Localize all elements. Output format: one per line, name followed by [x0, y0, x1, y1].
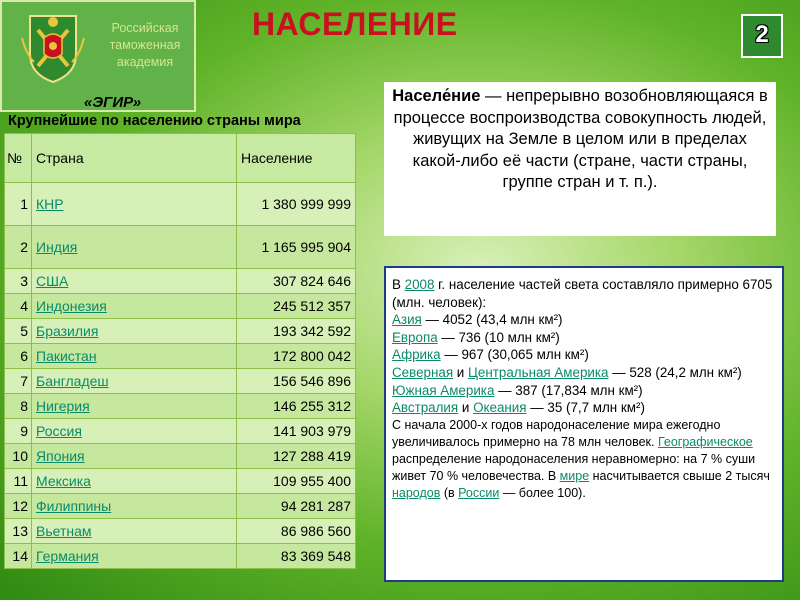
table-header-row: [5, 134, 356, 183]
row-number: 11: [5, 469, 32, 494]
world-link[interactable]: мире: [559, 468, 590, 483]
country-link[interactable]: Бразилия: [36, 323, 99, 339]
row-population: 172 800 042: [237, 344, 356, 369]
info-intro-text: В: [392, 277, 405, 292]
row-country-cell: [32, 269, 237, 294]
table-row: [5, 394, 356, 419]
country-link[interactable]: США: [36, 273, 69, 289]
row-country-cell: [32, 494, 237, 519]
row-country-cell: [32, 394, 237, 419]
row-population: 141 903 979: [237, 419, 356, 444]
row-number: 3: [5, 269, 32, 294]
row-population: 94 281 287: [237, 494, 356, 519]
row-number: 10: [5, 444, 32, 469]
row-number: 4: [5, 294, 32, 319]
row-country-cell: [32, 544, 237, 569]
continents-info-box: [384, 266, 784, 582]
row-number: 8: [5, 394, 32, 419]
row-number: 9: [5, 419, 32, 444]
row-country-cell: [32, 183, 237, 226]
asia-value: — 4052 (43,4 млн км²): [421, 312, 563, 328]
europe-link[interactable]: Европа: [392, 329, 438, 345]
country-link[interactable]: Пакистан: [36, 348, 97, 364]
table-row: [5, 419, 356, 444]
info-paragraph-e: — более 100).: [499, 485, 586, 500]
oceania-link[interactable]: Океания: [473, 400, 527, 416]
table-row: [5, 183, 356, 226]
north-america-value: — 528 (24,2 млн км²): [608, 364, 742, 380]
oceania-value: — 35 (7,7 млн км²): [526, 400, 645, 416]
row-number: 1: [5, 183, 32, 226]
table-row: [5, 369, 356, 394]
north-america-link[interactable]: Северная: [392, 364, 454, 380]
row-country-cell: [32, 294, 237, 319]
row-population: 109 955 400: [237, 469, 356, 494]
row-country-cell: [32, 419, 237, 444]
and-text-2: и: [458, 400, 474, 416]
customs-emblem-icon: [18, 8, 88, 84]
page-title: НАСЕЛЕНИЕ: [252, 6, 458, 42]
info-paragraph-b: распределение народонаселения неравномерно: на 7 % суши живет 70 % человечества. В: [392, 451, 756, 483]
africa-value: — 967 (30,065 млн км²): [440, 347, 589, 363]
row-number: 5: [5, 319, 32, 344]
column-header-population: Население: [237, 134, 356, 183]
definition-box: [384, 82, 776, 236]
table-row: [5, 226, 356, 269]
slide-number-badge[interactable]: 2: [741, 14, 783, 58]
academy-name: Российская таможенная академия: [109, 21, 181, 69]
country-link[interactable]: Бангладеш: [36, 373, 109, 389]
academy-logo-panel: [0, 0, 196, 112]
row-number: 14: [5, 544, 32, 569]
table-row: [5, 444, 356, 469]
row-population: 307 824 646: [237, 269, 356, 294]
table-row: [5, 344, 356, 369]
row-population: 1 165 995 904: [237, 226, 356, 269]
row-country-cell: [32, 469, 237, 494]
row-population: 86 986 560: [237, 519, 356, 544]
country-link[interactable]: Мексика: [36, 473, 91, 489]
australia-link[interactable]: Австралия: [392, 400, 459, 416]
table-row: [5, 319, 356, 344]
south-america-link[interactable]: Южная Америка: [392, 382, 495, 398]
country-link[interactable]: Индия: [36, 239, 78, 255]
country-link[interactable]: Япония: [36, 448, 85, 464]
central-america-link[interactable]: Центральная Америка: [468, 364, 609, 380]
row-number: 2: [5, 226, 32, 269]
peoples-link[interactable]: народов: [392, 485, 441, 500]
asia-link[interactable]: Азия: [392, 312, 422, 328]
row-population: 1 380 999 999: [237, 183, 356, 226]
table-row: [5, 469, 356, 494]
africa-link[interactable]: Африка: [392, 347, 441, 363]
row-population: 146 255 312: [237, 394, 356, 419]
country-link[interactable]: Индонезия: [36, 298, 107, 314]
europe-value: — 736 (10 млн км²): [437, 329, 560, 345]
year-2008-link[interactable]: 2008: [404, 277, 435, 292]
info-paragraph-d: (в: [440, 485, 459, 500]
table-row: [5, 269, 356, 294]
country-link[interactable]: Россия: [36, 423, 82, 439]
table-caption: Крупнейшие по населению страны мира: [8, 113, 301, 129]
info-paragraph-c: насчитывается свыше 2 тысяч: [589, 468, 770, 483]
column-header-country: Страна: [32, 134, 237, 183]
country-link[interactable]: Вьетнам: [36, 523, 92, 539]
row-population: 193 342 592: [237, 319, 356, 344]
row-population: 156 546 896: [237, 369, 356, 394]
row-number: 12: [5, 494, 32, 519]
country-link[interactable]: Филиппины: [36, 498, 112, 514]
row-population: 83 369 548: [237, 544, 356, 569]
row-number: 7: [5, 369, 32, 394]
table-row: [5, 544, 356, 569]
table-row: [5, 294, 356, 319]
row-country-cell: [32, 344, 237, 369]
row-number: 6: [5, 344, 32, 369]
definition-text: — непрерывно возобновляющаяся в процессе воспроизводства совокупность людей, живущих на Земле в целом или в пределах какой-либо её части (стране, части страны, группе стран и т. п.).: [393, 87, 768, 191]
row-number: 13: [5, 519, 32, 544]
and-text: и: [453, 364, 468, 380]
egir-label: «ЭГИР»: [84, 94, 142, 111]
row-population: 245 512 357: [237, 294, 356, 319]
row-country-cell: [32, 444, 237, 469]
row-country-cell: [32, 319, 237, 344]
geographic-link[interactable]: Географическое: [657, 434, 753, 449]
south-america-value: — 387 (17,834 млн км²): [494, 382, 643, 398]
table-row: [5, 519, 356, 544]
table-row: [5, 494, 356, 519]
info-intro-text-2: г. население частей света составляло примерно 6705 (млн. человек):: [392, 277, 773, 310]
country-link[interactable]: Германия: [36, 548, 99, 564]
column-header-number: №: [5, 134, 32, 183]
info-paragraph-a: С начала 2000-х годов народонаселение мира ежегодно увеличивалось примерно на 78 млн человек.: [392, 417, 721, 449]
row-country-cell: [32, 519, 237, 544]
row-population: 127 288 419: [237, 444, 356, 469]
country-link[interactable]: КНР: [36, 196, 64, 212]
definition-term: Населе́ние: [392, 87, 481, 105]
country-link[interactable]: Нигерия: [36, 398, 90, 414]
row-country-cell: [32, 226, 237, 269]
row-country-cell: [32, 369, 237, 394]
russia-link[interactable]: России: [458, 485, 500, 500]
population-table: [4, 133, 356, 569]
